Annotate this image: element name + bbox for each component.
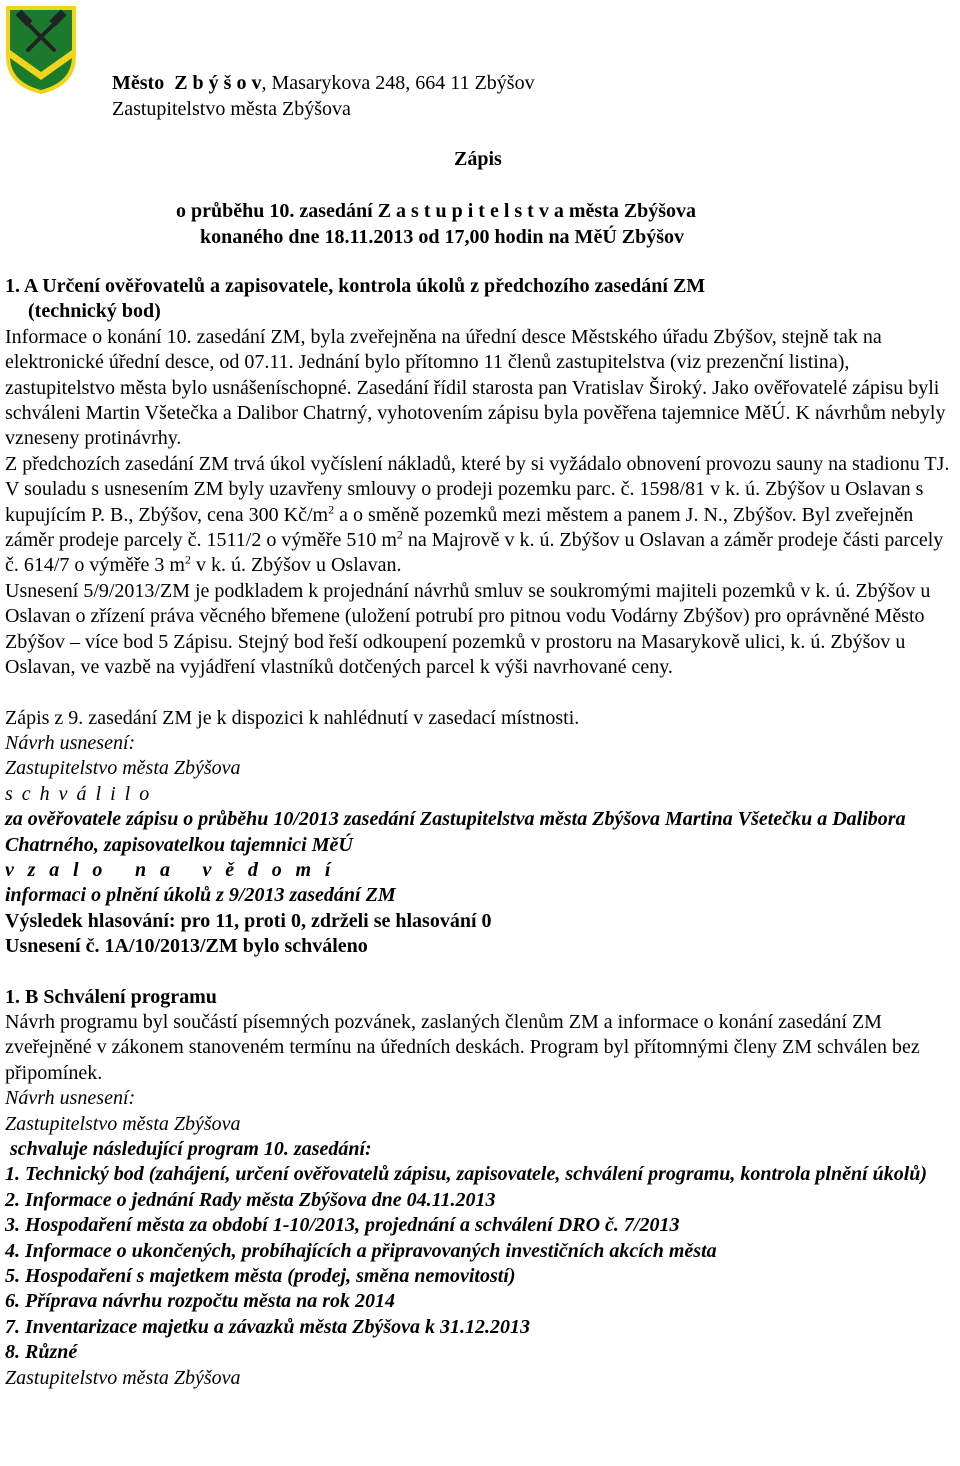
section-1a-approves: s c h v á l i l o xyxy=(5,782,152,805)
section-1a-proposal-label: Návrh usnesení: xyxy=(5,731,136,754)
section-1a-approves-text: za ověřovatele zápisu o průběhu 10/2013 zasedání Zastupitelstva města Zbýšova Martina Všetečku a Dalibora Chatrného, zapisovatelkou tajemnici MěÚ xyxy=(5,808,906,856)
document-subtitle-1: o průběhu 10. zasedání Z a s t u p i t e l s t v a města Zbýšova xyxy=(176,200,697,222)
program-item: 1. Technický bod (zahájení, určení ověřovatelů zápisu, zapisovatele, schválení programu, kontrola plnění úkolů) xyxy=(5,1163,928,1186)
program-item: 8. Různé xyxy=(5,1341,78,1364)
section-1a-paragraph-4: Usnesení 5/9/2013/ZM je podkladem k projednání návrhů smluv se soukromými majiteli pozemků v k. ú. Zbýšov u Oslavan o zřízení práva věcného břemene (uložení potrubí pro pitnou vodu Vodárny Zbýšov) pro oprávněné Město Zbýšov – více bod 5 Zápisu. Stejný bod řeší odkoupení pozemků v prostoru na Masarykově ulici, k. ú. Zbýšov u Oslavan, ve vazbě na vyjádření vlastníků dotčených parcel k výši navrhované ceny. xyxy=(5,579,931,679)
header-line-city xyxy=(112,72,535,95)
header-city-name: Z b ý š o v xyxy=(174,72,262,94)
document-body xyxy=(5,274,957,1391)
program-list xyxy=(5,1162,957,1365)
document-title: Zápis xyxy=(454,148,502,170)
header-address: , Masarykova 248, 664 11 Zbýšov xyxy=(261,72,535,94)
program-item: 2. Informace o jednání Rady města Zbýšova dne 04.11.2013 xyxy=(5,1188,496,1211)
section-1b-council: Zastupitelstvo města Zbýšova xyxy=(5,1112,241,1135)
section-1a-paragraph-3: V souladu s usnesením ZM byly uzavřeny smlouvy o prodeji pozemku parc. č. 1598/81 v k. ú. Zbýšov u Oslavan s kupujícím P. B., Zbýšov, cena 300 $Kč/m^2$ a o směně pozemků mezi městem a panem J. N., Zbýšov. Byl zveřejněn záměr prodeje parcely č. 1511/2 o výměře 510 $m^2$ na Majrově v k. ú. Zbýšov u Oslavan a záměr prodeje části parcely č. 614/7 o výměře 3 $m^2$ v k. ú. Zbýšov u Oslavan. xyxy=(5,478,944,577)
program-item: 4. Informace o ukončených, probíhajících a připravovaných investičních akcích města xyxy=(5,1239,717,1262)
header-city: Město xyxy=(112,72,165,94)
section-1b-approves: schvaluje následující program 10. zasedání: xyxy=(5,1138,372,1160)
section-1a-notes: v z a l o n a v ě d o m í xyxy=(5,858,335,881)
document-subtitle-2: konaného dne 18.11.2013 od 17,00 hodin na MěÚ Zbýšov xyxy=(200,226,685,248)
section-1a-resolution: Usnesení č. 1A/10/2013/ZM bylo schváleno xyxy=(5,935,368,958)
section-1b-footer-council: Zastupitelstvo města Zbýšova xyxy=(5,1366,241,1389)
program-item: 3. Hospodaření města za období 1-10/2013, projednání a schválení DRO č. 7/2013 xyxy=(5,1214,680,1237)
section-1a-council: Zastupitelstvo města Zbýšova xyxy=(5,757,241,780)
section-1b-heading: 1. B Schválení programu xyxy=(5,985,217,1008)
section-1a-heading-sub: (technický bod) xyxy=(28,300,161,323)
section-1a-paragraph-1: Informace o konání 10. zasedání ZM, byla zveřejněna na úřední desce Městského úřadu Zbýšov, stejně tak na elektronické úřední desce, od 07.11. Jednání bylo přítomno 11 členů zastupitelstva (viz prezenční listina), zastupitelstvo města bylo usnášeníschopné. Zasedání řídil starosta pan Vratislav Široký. Jako ověřovatelé zápisu byli schváleni Martin Všetečka a Dalibor Chatrný, vyhotovením zápisu byla pověřena tajemnice MěÚ. K návrhům nebyly vzneseny protinávrhy. xyxy=(5,325,946,450)
header-council: Zastupitelstvo města Zbýšova xyxy=(112,98,351,120)
section-1a-vote-result: Výsledek hlasování: pro 11, proti 0, zdrželi se hlasování 0 xyxy=(5,909,492,932)
program-item: 5. Hospodaření s majetkem města (prodej, směna nemovitostí) xyxy=(5,1265,516,1288)
program-item: 6. Příprava návrhu rozpočtu města na rok 2014 xyxy=(5,1290,396,1313)
section-1a-paragraph-5: Zápis z 9. zasedání ZM je k dispozici k nahlédnutí v zasedací místnosti. xyxy=(5,706,580,729)
section-1b-paragraph-1: Návrh programu byl součástí písemných pozvánek, zaslaných členům ZM a informace o konání zasedání ZM zveřejněné v zákonem stanoveném termínu na úředních deskách. Program byl přítomnými členy ZM schválen bez připomínek. xyxy=(5,1010,920,1084)
section-1b-proposal-label: Návrh usnesení: xyxy=(5,1087,136,1110)
program-item: 7. Inventarizace majetku a závazků města Zbýšova k 31.12.2013 xyxy=(5,1315,530,1338)
section-1a-paragraph-2: Z předchozích zasedání ZM trvá úkol vyčíslení nákladů, které by si vyžádalo obnovení provozu sauny na stadionu TJ. xyxy=(5,452,950,475)
city-coat-of-arms-logo xyxy=(4,4,78,96)
section-1a-heading: 1. A Určení ověřovatelů a zapisovatele, kontrola úkolů z předchozího zasedání ZM xyxy=(5,275,706,297)
section-1a-notes-text: informaci o plnění úkolů z 9/2013 zasedání ZM xyxy=(5,884,396,907)
